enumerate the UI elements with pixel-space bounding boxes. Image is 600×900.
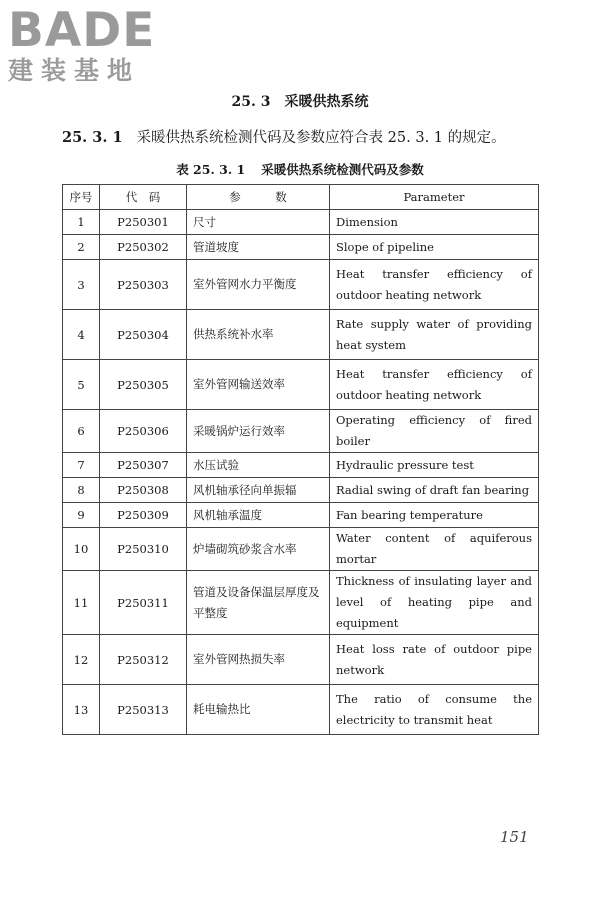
cell-en: Slope of pipeline — [330, 235, 539, 260]
clause-paragraph — [62, 126, 582, 147]
cell-en: Radial swing of draft fan bearing — [330, 478, 539, 503]
cell-param: 室外管网水力平衡度 — [187, 260, 330, 310]
cell-code: P250309 — [100, 503, 187, 528]
cell-param: 风机轴承温度 — [187, 503, 330, 528]
cell-en: Dimension — [330, 210, 539, 235]
cell-param: 风机轴承径向单振辐 — [187, 478, 330, 503]
cell-param: 耗电输热比 — [187, 685, 330, 735]
header-seq: 序号 — [63, 185, 100, 210]
cell-en: Thickness of insulating layer and level of heating pipe and equipment — [330, 571, 539, 635]
cell-seq: 5 — [63, 360, 100, 410]
page-number: 151 — [500, 828, 529, 846]
table-row — [63, 503, 539, 528]
table-row — [63, 571, 539, 635]
cell-seq: 8 — [63, 478, 100, 503]
cell-code: P250304 — [100, 310, 187, 360]
bade-logo — [8, 3, 178, 86]
cell-seq: 1 — [63, 210, 100, 235]
cell-en: Heat transfer efficiency of outdoor heating network — [330, 360, 539, 410]
cell-en: Rate supply water of providing heat system — [330, 310, 539, 360]
cell-code: P250307 — [100, 453, 187, 478]
cell-code: P250308 — [100, 478, 187, 503]
table-title: 采暖供热系统检测代码及参数 — [261, 162, 424, 177]
cell-seq: 4 — [63, 310, 100, 360]
logo-chinese-name: 建装基地 — [8, 56, 141, 85]
cell-en: Heat transfer efficiency of outdoor heating network — [330, 260, 539, 310]
table-header-row — [63, 185, 539, 210]
header-en: Parameter — [330, 185, 539, 210]
table-row — [63, 260, 539, 310]
cell-seq: 2 — [63, 235, 100, 260]
cell-seq: 6 — [63, 410, 100, 453]
clause-text: 采暖供热系统检测代码及参数应符合表 25. 3. 1 的规定。 — [136, 130, 506, 146]
table-row — [63, 528, 539, 571]
table-row — [63, 235, 539, 260]
cell-en: Hydraulic pressure test — [330, 453, 539, 478]
cell-seq: 11 — [63, 571, 100, 635]
cell-code: P250310 — [100, 528, 187, 571]
cell-code: P250301 — [100, 210, 187, 235]
header-param: 参 数 — [187, 185, 330, 210]
cell-param: 尺寸 — [187, 210, 330, 235]
cell-seq: 13 — [63, 685, 100, 735]
cell-param: 管道及设备保温层厚度及平整度 — [187, 571, 330, 635]
table-row — [63, 360, 539, 410]
table-row — [63, 310, 539, 360]
cell-param: 炉墙砌筑砂浆含水率 — [187, 528, 330, 571]
table-number: 表 25. 3. 1 — [176, 162, 246, 177]
cell-seq: 9 — [63, 503, 100, 528]
cell-param: 室外管网输送效率 — [187, 360, 330, 410]
section-heading: 采暖供热系统 — [284, 94, 369, 110]
table-row — [63, 635, 539, 685]
cell-code: P250302 — [100, 235, 187, 260]
cell-en: Operating efficiency of fired boiler — [330, 410, 539, 453]
section-title — [0, 91, 600, 111]
cell-code: P250311 — [100, 571, 187, 635]
cell-code: P250306 — [100, 410, 187, 453]
section-number: 25. 3 — [231, 94, 271, 110]
parameter-table — [62, 184, 539, 735]
cell-seq: 3 — [63, 260, 100, 310]
table-row — [63, 478, 539, 503]
cell-code: P250303 — [100, 260, 187, 310]
cell-seq: 10 — [63, 528, 100, 571]
cell-seq: 7 — [63, 453, 100, 478]
cell-en: The ratio of consume the electricity to transmit heat — [330, 685, 539, 735]
cell-code: P250313 — [100, 685, 187, 735]
cell-code: P250305 — [100, 360, 187, 410]
cell-param: 采暖锅炉运行效率 — [187, 410, 330, 453]
cell-param: 水压试验 — [187, 453, 330, 478]
table-row — [63, 453, 539, 478]
cell-code: P250312 — [100, 635, 187, 685]
cell-en: Water content of aquiferous mortar — [330, 528, 539, 571]
cell-param: 供热系统补水率 — [187, 310, 330, 360]
table-row — [63, 685, 539, 735]
cell-en: Fan bearing temperature — [330, 503, 539, 528]
table-caption — [0, 160, 600, 178]
header-code: 代 码 — [100, 185, 187, 210]
clause-number: 25. 3. 1 — [62, 129, 123, 146]
table-row — [63, 210, 539, 235]
table-row — [63, 410, 539, 453]
cell-seq: 12 — [63, 635, 100, 685]
logo-wordmark: BADE — [8, 3, 156, 58]
cell-param: 管道坡度 — [187, 235, 330, 260]
cell-en: Heat loss rate of outdoor pipe network — [330, 635, 539, 685]
cell-param: 室外管网热损失率 — [187, 635, 330, 685]
